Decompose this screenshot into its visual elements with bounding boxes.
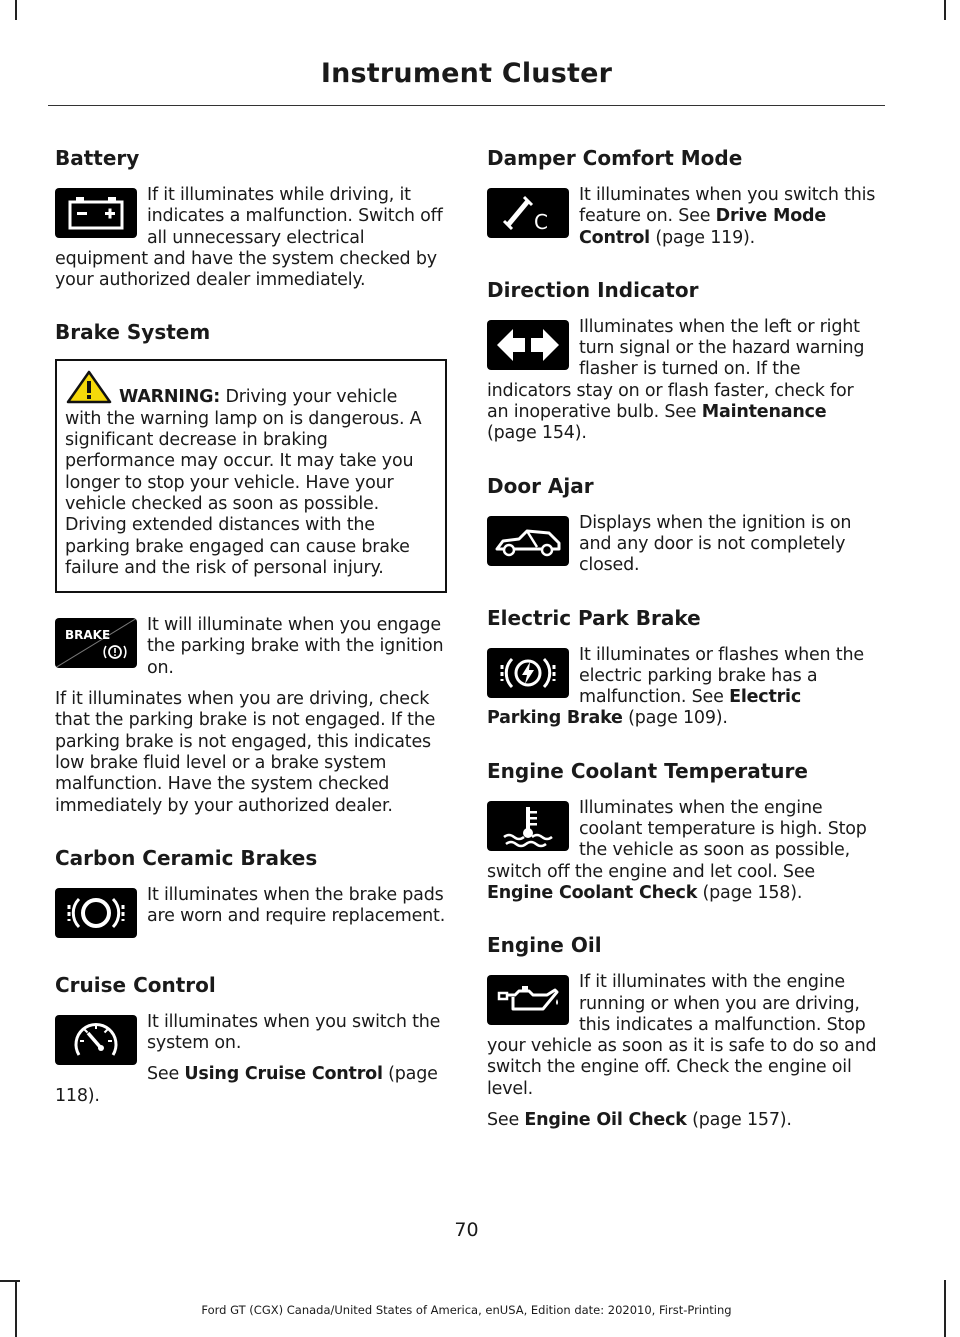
battery-icon [55, 188, 137, 238]
oil-can-icon [487, 975, 569, 1025]
section-damper-comfort-mode [487, 143, 879, 249]
cross-reference-link[interactable]: Maintenance [701, 402, 827, 423]
section-title: Battery [55, 146, 140, 170]
header-divider [48, 105, 885, 106]
page-number: 70 [454, 1219, 479, 1241]
page-reference: (page 158). [697, 882, 803, 903]
section-cruise-control [55, 970, 447, 1107]
battery-description: If it illuminates while driving, it indicates a malfunction. Switch off all unnecessary electrical equipment and have the system checked by your authorized dealer immediately. [55, 185, 443, 291]
see-label: See [487, 1110, 525, 1131]
cruise-control-icon [55, 1015, 137, 1065]
brake-pad-wear-icon [55, 888, 137, 938]
section-title: Direction Indicator [487, 277, 699, 302]
section-battery [55, 143, 447, 291]
brake-description-1: It will illuminate when you engage the parking brake with the ignition on. [147, 615, 444, 678]
door-ajar-car-icon [487, 516, 569, 566]
coolant-temperature-icon [487, 801, 569, 851]
crop-mark [0, 1280, 20, 1282]
section-carbon-ceramic-brakes [55, 843, 447, 944]
cross-reference-link[interactable]: Electric Parking Brake [487, 687, 802, 729]
brake-description-2: If it illuminates when you are driving, check that the parking brake is not engaged. If the parking brake is not engaged, this indicates low brake fluid level or a brake system malfunction. Have the system checked immediately by your authorized dealer. [55, 689, 436, 816]
damper-text: It illuminates when you switch this feature on. See [579, 185, 876, 227]
brake-icon-word: BRAKE [65, 628, 111, 643]
warning-triangle-icon [66, 370, 112, 404]
park-brake-text: It illuminates or flashes when the electric parking brake has a malfunction. See [579, 644, 864, 708]
cross-reference-link[interactable]: Engine Oil Check [524, 1110, 687, 1131]
crop-mark [944, 0, 946, 20]
see-label: See [147, 1064, 185, 1085]
cross-reference-link[interactable]: Engine Coolant Check [487, 882, 698, 903]
section-title: Door Ajar [487, 473, 594, 498]
warning-body: Driving your vehicle with the warning lamp on is dangerous. A significant decrease in braking performance may occur. It may take you longer to stop your vehicle. Have your vehicle checked as soon as possible. Driving extended distances with the parking brake engaged can cause brake failure and the risk of personal injury. [65, 387, 422, 578]
carbon-ceramic-description: It illuminates when the brake pads are worn and require replacement. [147, 884, 446, 927]
electric-park-brake-icon [487, 648, 569, 698]
door-ajar-description: Displays when the ignition is on and any door is not completely closed. [579, 512, 852, 576]
warning-label: WARNING: [119, 387, 221, 408]
page-reference: (page 119). [649, 227, 756, 248]
crop-mark [944, 1280, 946, 1337]
section-engine-coolant-temperature [487, 756, 879, 904]
section-engine-oil [487, 930, 879, 1131]
cruise-control-reference [55, 1064, 447, 1107]
section-title: Brake System [55, 320, 211, 345]
section-brake-system [55, 317, 447, 816]
page-reference: (page 157). [686, 1110, 792, 1131]
section-title: Engine Coolant Temperature [487, 758, 808, 783]
section-door-ajar [487, 471, 879, 577]
section-electric-park-brake [487, 603, 879, 730]
cruise-control-description: It illuminates when you switch the system on. [147, 1011, 441, 1054]
brake-warning-icon [55, 618, 137, 668]
page-reference: (page 109). [622, 708, 728, 729]
damper-icon-letter: C [534, 210, 548, 234]
warning-box [55, 359, 447, 593]
section-title: Damper Comfort Mode [487, 146, 743, 170]
page-title: Instrument Cluster [320, 58, 613, 89]
coolant-text: Illuminates when the engine coolant temperature is high. Stop the vehicle as soon as possible, switch off the engine and let cool. See [487, 797, 867, 882]
section-title: Electric Park Brake [487, 605, 701, 630]
left-column [55, 143, 447, 1107]
crop-mark [15, 0, 17, 20]
oil-reference [487, 1110, 879, 1131]
section-title: Engine Oil [487, 933, 602, 958]
right-column [487, 143, 879, 1131]
page-reference: (page 118). [55, 1064, 438, 1106]
cross-reference-link[interactable]: Using Cruise Control [184, 1064, 383, 1085]
oil-description: If it illuminates with the engine running or when you are driving, this indicates a malfunction. Stop your vehicle as soon as it is safe to do so and switch the engine off. Check the engine oil level. [487, 972, 877, 1099]
page-reference: (page 154). [487, 423, 587, 444]
turn-signal-arrows-icon [487, 320, 569, 370]
section-title: Carbon Ceramic Brakes [55, 845, 318, 870]
direction-text: Illuminates when the left or right turn signal or the hazard warning flasher is turned on. If the indicators stay on or flash faster, check for an inoperative bulb. See [487, 316, 865, 423]
section-title: Cruise Control [55, 972, 216, 997]
footer-edition-info: Ford GT (CGX) Canada/United States of America, enUSA, Edition date: 202010, First-Printing [201, 1303, 732, 1317]
cross-reference-link[interactable]: Drive Mode Control [579, 206, 827, 248]
damper-comfort-icon [487, 188, 569, 238]
section-direction-indicator [487, 275, 879, 445]
warning-text [65, 387, 437, 579]
